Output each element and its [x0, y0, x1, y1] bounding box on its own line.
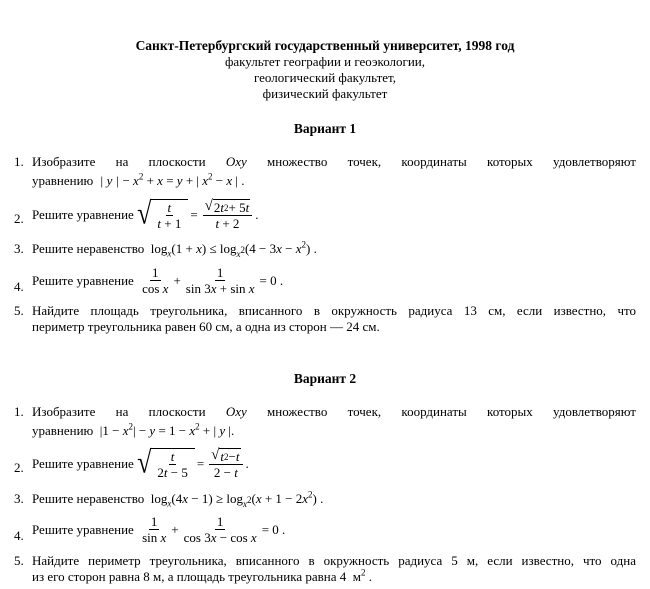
problem-text: из его сторон равна 8 м, а площадь треугольника равна 4 $м^2$ . [32, 567, 372, 584]
document-title: Санкт-Петербургский государственный университет, 1998 год [135, 38, 515, 53]
problem-body [32, 303, 636, 335]
problem-equation: уравнению | y | − $x^2 + x = y$ + | $x^2 - x$ | . [32, 171, 245, 188]
problem-number: 1. [14, 154, 24, 169]
faculty-line: геологический факультет, [254, 70, 396, 85]
problem-number: 3. [14, 491, 24, 506]
problem-number: 1. [14, 404, 24, 419]
problem-equation: Решите уравнение √ $\frac{t}{t + 1}$ = √ 2 t 2 + 5 t t + 2 . [32, 195, 259, 231]
variant-1-title: Вариант 1 [293, 121, 357, 136]
problem-number: 2. [14, 211, 24, 226]
problem-equation: Решите неравенство $\log_x(4x - 1) \ge \log_{x^2}(x + 1 - 2x^2)$ . [32, 489, 324, 509]
problem-text: Решите уравнение [32, 272, 134, 288]
problem-equation: Решите неравенство $\log_x(1 + x) \le \log_{x^2}(4 - 3x - x^2)$ . [32, 239, 317, 259]
faculty-line: факультет географии и геоэкологии, [224, 54, 426, 69]
problem-number: 5. [14, 553, 24, 568]
variant-2-title: Вариант 2 [293, 371, 357, 386]
problem-text: Решите уравнение [32, 455, 134, 471]
problem-number: 3. [14, 241, 24, 256]
faculty-line: физический факультет [262, 86, 388, 101]
problem-text: Решите уравнение [32, 521, 134, 537]
document-header [0, 38, 650, 102]
problem-text: Решите неравенство [32, 491, 145, 506]
problem-body [32, 553, 636, 585]
problem-number: 2. [14, 460, 24, 475]
problem-equation: Решите уравнение $\frac{1}{\text{cos x}}$ + $\frac{1}{\text{sin 3x + sin x}}$ = 0 . [32, 265, 284, 296]
problem-body [32, 154, 636, 189]
problem-body [32, 404, 636, 439]
problem-text: Найдите площадь треугольника, вписанного в окружность радиуса 13 см, если известно, что [32, 303, 636, 318]
problem-text: Изобразите на плоскости Oxy множество точек, координаты которых удовлетворяют [32, 154, 636, 169]
problem-text: Решите уравнение [32, 206, 134, 222]
problem-text: Изобразите на плоскости Oxy множество точек, координаты которых удовлетворяют [32, 404, 636, 419]
problem-text: Найдите периметр треугольника, вписанного в окружность радиуса 5 м, если известно, что одна [32, 553, 636, 568]
problem-text: Решите неравенство [32, 241, 145, 256]
problem-text: периметр треугольника равен 60 см, а одна из сторон — 24 см. [32, 319, 380, 334]
problem-equation: уравнению $|1 - x^2| - y = 1 - x^2$ + | y |. [32, 421, 235, 438]
problem-equation: Решите уравнение $\frac{1}{\text{sin x}}$ + $\frac{1}{\text{cos 3x − cos x}}$ = 0 . [32, 514, 286, 545]
problem-equation: Решите уравнение √ $\frac{t}{2t - 5}$ = √ t 2 − t 2 − t . [32, 444, 249, 480]
problem-number: 5. [14, 303, 24, 318]
problem-number: 4. [14, 528, 24, 543]
problem-number: 4. [14, 279, 24, 294]
